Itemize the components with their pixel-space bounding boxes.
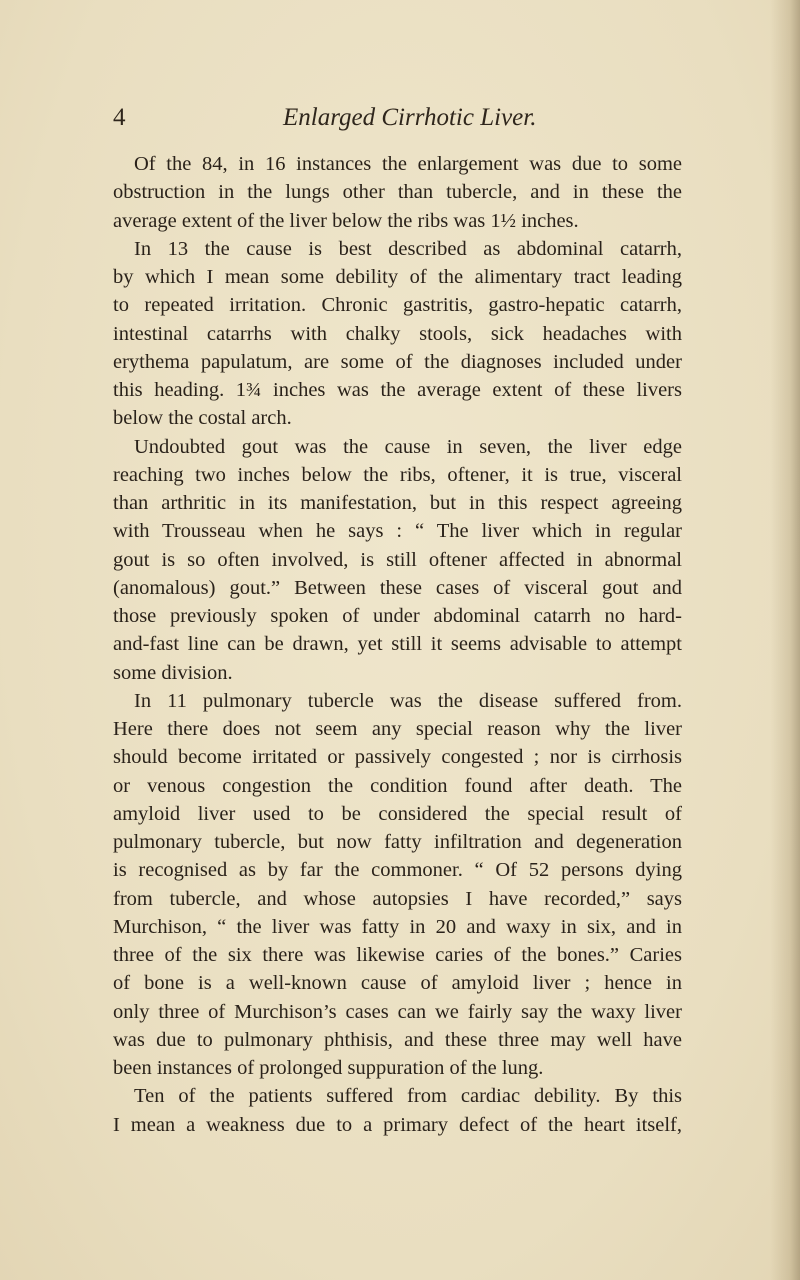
text-line: been instances of prolonged suppuration of the lung. — [113, 1057, 544, 1079]
text-line: obstruction in the lungs other than tubercle, and in these the — [113, 181, 682, 204]
text-line: Ten of the patients suffered from cardiac debility. By this — [134, 1085, 682, 1108]
text-line: to repeated irritation. Chronic gastritis, gastro-hepatic catarrh, — [113, 294, 682, 317]
text-line: Here there does not seem any special reason why the liver — [113, 718, 682, 740]
text-line: Of the 84, in 16 instances the enlargement was due to some — [134, 153, 682, 175]
text-line: should become irritated or passively congested ; nor is cirrhosis — [113, 746, 682, 769]
text-line: some division. — [113, 661, 233, 684]
text-line: below the costal arch. — [113, 407, 292, 430]
text-line: Murchison, “ the liver was fatty in 20 and waxy in six, and in — [113, 915, 682, 938]
text-line: with Trousseau when he says : “ The liver which in regular — [113, 520, 682, 543]
text-line: is recognised as by far the commoner. “ Of 52 persons dying — [113, 859, 682, 882]
text-line: Undoubted gout was the cause in seven, the liver edge — [134, 435, 682, 458]
text-line: of bone is a well-known cause of amyloid liver ; hence in — [113, 972, 682, 995]
running-title: Enlarged Cirrhotic Liver. — [283, 104, 537, 131]
text-line: and-fast line can be drawn, yet still it seems advisable to attempt — [113, 633, 682, 656]
text-line: from tubercle, and whose autopsies I have recorded,” says — [113, 887, 682, 910]
text-line: than arthritic in its manifestation, but in this respect agreeing — [113, 492, 682, 514]
text-line: In 13 the cause is best described as abdominal catarrh, — [134, 237, 682, 260]
text-line: by which I mean some debility of the alimentary tract leading — [113, 266, 682, 288]
text-line: (anomalous) gout.” Between these cases of visceral gout and — [113, 576, 682, 599]
text-line: gout is so often involved, is still oftener affected in abnormal — [113, 548, 682, 571]
text-line: this heading. 1¾ inches was the average extent of these livers — [113, 379, 682, 401]
text-line: amyloid liver used to be considered the special result of — [113, 802, 682, 825]
text-line: those previously spoken of under abdominal catarrh no hard- — [113, 605, 682, 627]
page-number: 4 — [113, 104, 126, 131]
text-line: three of the six there was likewise caries of the bones.” Caries — [113, 944, 682, 966]
text-line: was due to pulmonary phthisis, and these three may well have — [113, 1028, 682, 1051]
text-line: pulmonary tubercle, but now fatty infiltration and degeneration — [113, 831, 682, 853]
text-line: or venous congestion the condition found after death. The — [113, 774, 682, 797]
text-line: average extent of the liver below the ribs was 1½ inches. — [113, 209, 579, 232]
text-line: I mean a weakness due to a primary defect of the heart itself, — [113, 1113, 682, 1136]
text-line: In 11 pulmonary tubercle was the disease suffered from. — [134, 689, 682, 712]
text-line: only three of Murchison’s cases can we fairly say the waxy liver — [113, 1000, 682, 1023]
text-line: reaching two inches below the ribs, oftener, it is true, visceral — [113, 463, 682, 486]
running-head — [113, 104, 673, 136]
text-line: intestinal catarrhs with chalky stools, sick headaches with — [113, 322, 682, 345]
text-line: erythema papulatum, are some of the diagnoses included under — [113, 350, 682, 373]
body-text — [113, 150, 682, 1139]
